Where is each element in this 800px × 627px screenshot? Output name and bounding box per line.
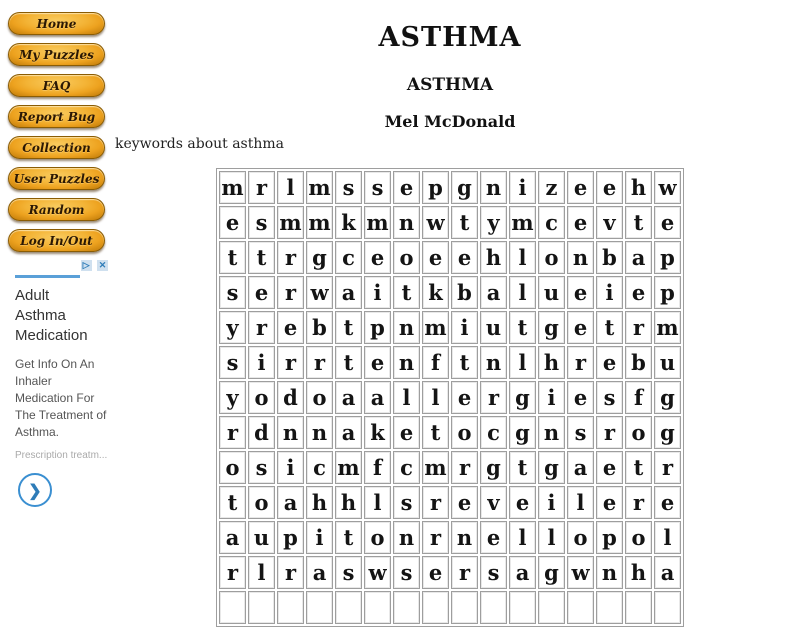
- grid-cell[interactable]: y: [219, 311, 246, 344]
- grid-cell[interactable]: g: [654, 381, 681, 414]
- grid-cell[interactable]: [248, 591, 275, 624]
- nav-button-list: [8, 12, 108, 252]
- grid-cell[interactable]: [538, 591, 565, 624]
- grid-cell[interactable]: g: [306, 241, 333, 274]
- grid-cell[interactable]: [277, 591, 304, 624]
- grid-cell[interactable]: t: [219, 486, 246, 519]
- ad-close-icon[interactable]: ✕: [98, 260, 107, 270]
- grid-cell[interactable]: i: [538, 381, 565, 414]
- sidebar: [8, 12, 108, 507]
- grid-row: [219, 556, 681, 589]
- grid-cell[interactable]: n: [393, 346, 420, 379]
- grid-cell[interactable]: u: [480, 311, 507, 344]
- grid-cell[interactable]: a: [335, 381, 362, 414]
- grid-cell[interactable]: t: [335, 521, 362, 554]
- grid-cell[interactable]: a: [335, 276, 362, 309]
- ad-disclaimer: Prescription treatm...: [15, 450, 107, 461]
- grid-cell[interactable]: [654, 591, 681, 624]
- grid-cell[interactable]: l: [422, 381, 449, 414]
- grid-cell[interactable]: o: [451, 416, 478, 449]
- grid-cell[interactable]: s: [480, 556, 507, 589]
- grid-cell[interactable]: [393, 591, 420, 624]
- grid-cell[interactable]: [480, 591, 507, 624]
- grid-cell[interactable]: m: [509, 206, 536, 239]
- sidebar-button-my-puzzles[interactable]: My Puzzles: [8, 43, 105, 66]
- grid-cell[interactable]: n: [306, 416, 333, 449]
- grid-cell[interactable]: n: [480, 346, 507, 379]
- grid-cell[interactable]: t: [625, 206, 652, 239]
- grid-cell[interactable]: e: [567, 381, 594, 414]
- grid-cell[interactable]: a: [306, 556, 333, 589]
- grid-cell[interactable]: a: [480, 276, 507, 309]
- grid-cell[interactable]: b: [451, 276, 478, 309]
- grid-cell[interactable]: o: [625, 416, 652, 449]
- grid-row: [219, 276, 681, 309]
- grid-cell[interactable]: s: [393, 556, 420, 589]
- grid-cell[interactable]: g: [538, 556, 565, 589]
- grid-cell[interactable]: n: [393, 521, 420, 554]
- grid-row: [219, 486, 681, 519]
- grid-cell[interactable]: r: [219, 556, 246, 589]
- sidebar-button-report-bug[interactable]: Report Bug: [8, 105, 105, 128]
- grid-cell[interactable]: r: [567, 346, 594, 379]
- grid-cell[interactable]: l: [277, 171, 304, 204]
- grid-cell[interactable]: n: [393, 206, 420, 239]
- sidebar-button-home[interactable]: Home: [8, 12, 105, 35]
- grid-cell[interactable]: t: [335, 311, 362, 344]
- grid-cell[interactable]: a: [654, 556, 681, 589]
- grid-cell[interactable]: l: [509, 276, 536, 309]
- grid-cell[interactable]: i: [596, 276, 623, 309]
- grid-cell[interactable]: r: [625, 486, 652, 519]
- grid-cell[interactable]: e: [596, 486, 623, 519]
- grid-cell[interactable]: h: [335, 486, 362, 519]
- grid-cell[interactable]: f: [364, 451, 391, 484]
- sidebar-button-log-in-out[interactable]: Log In/Out: [8, 229, 105, 252]
- grid-cell[interactable]: k: [422, 276, 449, 309]
- grid-cell[interactable]: m: [422, 311, 449, 344]
- grid-cell[interactable]: o: [364, 521, 391, 554]
- grid-cell[interactable]: n: [596, 556, 623, 589]
- grid-cell[interactable]: t: [625, 451, 652, 484]
- grid-cell[interactable]: b: [306, 311, 333, 344]
- grid-cell[interactable]: n: [277, 416, 304, 449]
- grid-cell[interactable]: m: [306, 206, 333, 239]
- grid-cell[interactable]: h: [480, 241, 507, 274]
- grid-cell[interactable]: m: [335, 451, 362, 484]
- grid-cell[interactable]: r: [306, 346, 333, 379]
- grid-cell[interactable]: i: [509, 171, 536, 204]
- grid-cell[interactable]: i: [538, 486, 565, 519]
- grid-cell[interactable]: o: [248, 381, 275, 414]
- grid-cell[interactable]: n: [480, 171, 507, 204]
- grid-cell[interactable]: v: [596, 206, 623, 239]
- grid-cell[interactable]: e: [567, 276, 594, 309]
- grid-cell[interactable]: g: [480, 451, 507, 484]
- grid-cell[interactable]: e: [509, 486, 536, 519]
- grid-cell[interactable]: r: [422, 521, 449, 554]
- grid-cell[interactable]: r: [277, 556, 304, 589]
- grid-cell[interactable]: s: [567, 416, 594, 449]
- grid-cell[interactable]: e: [451, 381, 478, 414]
- grid-cell[interactable]: e: [596, 451, 623, 484]
- sidebar-button-user-puzzles[interactable]: User Puzzles: [8, 167, 105, 190]
- grid-cell[interactable]: r: [277, 346, 304, 379]
- grid-cell[interactable]: t: [219, 241, 246, 274]
- grid-cell[interactable]: r: [248, 171, 275, 204]
- grid-cell[interactable]: e: [393, 416, 420, 449]
- grid-cell[interactable]: y: [219, 381, 246, 414]
- grid-cell[interactable]: r: [219, 416, 246, 449]
- grid-cell[interactable]: t: [248, 241, 275, 274]
- grid-cell[interactable]: f: [625, 381, 652, 414]
- grid-cell[interactable]: t: [393, 276, 420, 309]
- grid-row: [219, 346, 681, 379]
- grid-cell[interactable]: l: [248, 556, 275, 589]
- grid-cell[interactable]: s: [219, 276, 246, 309]
- grid-cell[interactable]: r: [451, 451, 478, 484]
- ad-title[interactable]: Adult Asthma Medication: [15, 287, 88, 344]
- ad-divider: [15, 275, 80, 278]
- grid-cell[interactable]: [509, 591, 536, 624]
- grid-cell[interactable]: e: [596, 346, 623, 379]
- grid-cell[interactable]: l: [509, 346, 536, 379]
- grid-cell[interactable]: f: [422, 346, 449, 379]
- grid-cell[interactable]: k: [364, 416, 391, 449]
- grid-row: [219, 521, 681, 554]
- grid-cell[interactable]: w: [567, 556, 594, 589]
- grid-cell[interactable]: r: [625, 311, 652, 344]
- grid-cell[interactable]: e: [596, 171, 623, 204]
- grid-cell[interactable]: u: [248, 521, 275, 554]
- grid-cell[interactable]: c: [538, 206, 565, 239]
- chevron-right-icon: ❯: [28, 483, 42, 500]
- grid-cell[interactable]: e: [277, 311, 304, 344]
- grid-cell[interactable]: m: [654, 311, 681, 344]
- grid-cell[interactable]: a: [219, 521, 246, 554]
- grid-cell[interactable]: m: [306, 171, 333, 204]
- grid-cell[interactable]: r: [596, 416, 623, 449]
- grid-cell[interactable]: h: [538, 346, 565, 379]
- grid-cell[interactable]: i: [248, 346, 275, 379]
- grid-cell[interactable]: g: [509, 381, 536, 414]
- grid-cell[interactable]: [596, 591, 623, 624]
- grid-cell[interactable]: h: [306, 486, 333, 519]
- grid-cell[interactable]: s: [248, 451, 275, 484]
- grid-row: [219, 311, 681, 344]
- grid-row: [219, 241, 681, 274]
- grid-cell[interactable]: a: [364, 381, 391, 414]
- grid-cell[interactable]: a: [625, 241, 652, 274]
- adchoices-icon[interactable]: ▷: [81, 260, 92, 271]
- grid-cell[interactable]: i: [277, 451, 304, 484]
- grid-cell[interactable]: l: [364, 486, 391, 519]
- grid-cell[interactable]: [567, 591, 594, 624]
- grid-cell[interactable]: p: [654, 276, 681, 309]
- grid-cell[interactable]: s: [393, 486, 420, 519]
- grid-cell[interactable]: g: [451, 171, 478, 204]
- grid-cell[interactable]: u: [654, 346, 681, 379]
- grid-cell[interactable]: l: [509, 521, 536, 554]
- grid-cell[interactable]: c: [393, 451, 420, 484]
- grid-cell[interactable]: m: [364, 206, 391, 239]
- sidebar-button-faq[interactable]: FAQ: [8, 74, 105, 97]
- grid-cell[interactable]: g: [538, 451, 565, 484]
- grid-cell[interactable]: l: [393, 381, 420, 414]
- grid-cell[interactable]: y: [480, 206, 507, 239]
- grid-cell[interactable]: a: [567, 451, 594, 484]
- sidebar-button-random[interactable]: Random: [8, 198, 105, 221]
- grid-cell[interactable]: r: [654, 451, 681, 484]
- puzzle-title: ASTHMA: [406, 75, 494, 95]
- grid-cell[interactable]: i: [364, 276, 391, 309]
- grid-cell[interactable]: l: [538, 521, 565, 554]
- ad-body: Get Info On An Inhaler Medication For The Treatment of Asthma.: [15, 357, 107, 439]
- grid-cell[interactable]: w: [306, 276, 333, 309]
- grid-cell[interactable]: [451, 591, 478, 624]
- grid-cell[interactable]: e: [451, 241, 478, 274]
- grid-cell[interactable]: o: [393, 241, 420, 274]
- grid-cell[interactable]: h: [625, 171, 652, 204]
- grid-cell[interactable]: i: [306, 521, 333, 554]
- grid-cell[interactable]: e: [567, 171, 594, 204]
- grid-cell[interactable]: e: [248, 276, 275, 309]
- puzzle-description: keywords about asthma: [115, 136, 285, 152]
- grid-cell[interactable]: [219, 591, 246, 624]
- word-search-grid: [216, 168, 684, 627]
- grid-cell[interactable]: r: [422, 486, 449, 519]
- grid-cell[interactable]: c: [335, 241, 362, 274]
- grid-cell[interactable]: c: [306, 451, 333, 484]
- grid-cell[interactable]: g: [538, 311, 565, 344]
- grid-cell[interactable]: b: [625, 346, 652, 379]
- grid-cell[interactable]: e: [480, 521, 507, 554]
- grid-cell[interactable]: e: [364, 241, 391, 274]
- ad-panel: [8, 260, 108, 507]
- grid-cell[interactable]: r: [277, 276, 304, 309]
- ad-icon-row: [8, 260, 108, 271]
- grid-cell[interactable]: e: [364, 346, 391, 379]
- grid-cell[interactable]: r: [480, 381, 507, 414]
- grid-cell[interactable]: o: [248, 486, 275, 519]
- grid-cell[interactable]: g: [509, 416, 536, 449]
- grid-cell[interactable]: t: [335, 346, 362, 379]
- grid-cell[interactable]: p: [277, 521, 304, 554]
- grid-cell[interactable]: t: [451, 206, 478, 239]
- grid-cell[interactable]: s: [219, 346, 246, 379]
- grid-cell[interactable]: p: [364, 311, 391, 344]
- grid-cell[interactable]: d: [277, 381, 304, 414]
- grid-cell[interactable]: i: [451, 311, 478, 344]
- grid-cell[interactable]: e: [654, 206, 681, 239]
- grid-cell[interactable]: s: [596, 381, 623, 414]
- grid-cell[interactable]: [364, 591, 391, 624]
- grid-cell[interactable]: r: [451, 556, 478, 589]
- grid-cell[interactable]: o: [306, 381, 333, 414]
- grid-cell[interactable]: z: [538, 171, 565, 204]
- grid-cell[interactable]: o: [538, 241, 565, 274]
- grid-cell[interactable]: p: [422, 171, 449, 204]
- grid-row: [219, 451, 681, 484]
- grid-cell[interactable]: w: [422, 206, 449, 239]
- grid-row: [219, 416, 681, 449]
- grid-cell[interactable]: s: [364, 171, 391, 204]
- grid-cell[interactable]: e: [625, 276, 652, 309]
- grid-cell[interactable]: e: [567, 206, 594, 239]
- grid-cell[interactable]: p: [596, 521, 623, 554]
- grid-cell[interactable]: m: [219, 171, 246, 204]
- puzzle-author: Mel McDonald: [384, 112, 516, 131]
- grid-cell[interactable]: t: [451, 346, 478, 379]
- grid-cell[interactable]: d: [248, 416, 275, 449]
- grid-cell[interactable]: [422, 591, 449, 624]
- grid-cell[interactable]: k: [335, 206, 362, 239]
- grid-cell[interactable]: [306, 591, 333, 624]
- grid-cell[interactable]: c: [480, 416, 507, 449]
- grid-cell[interactable]: m: [422, 451, 449, 484]
- grid-cell[interactable]: t: [422, 416, 449, 449]
- grid-cell[interactable]: b: [596, 241, 623, 274]
- grid-cell[interactable]: t: [509, 311, 536, 344]
- main-content: [110, 0, 790, 627]
- grid-cell[interactable]: m: [277, 206, 304, 239]
- grid-cell[interactable]: l: [509, 241, 536, 274]
- grid-cell[interactable]: n: [393, 311, 420, 344]
- grid-cell[interactable]: e: [422, 556, 449, 589]
- grid-cell[interactable]: e: [393, 171, 420, 204]
- grid-cell[interactable]: r: [248, 311, 275, 344]
- grid-cell[interactable]: e: [451, 486, 478, 519]
- grid-cell[interactable]: r: [277, 241, 304, 274]
- grid-cell[interactable]: h: [625, 556, 652, 589]
- grid-cell[interactable]: l: [654, 521, 681, 554]
- grid-cell[interactable]: t: [509, 451, 536, 484]
- grid-cell[interactable]: l: [567, 486, 594, 519]
- grid-cell[interactable]: s: [335, 171, 362, 204]
- grid-row: [219, 206, 681, 239]
- grid-cell[interactable]: w: [364, 556, 391, 589]
- grid-cell[interactable]: e: [654, 486, 681, 519]
- grid-cell[interactable]: s: [335, 556, 362, 589]
- grid-cell[interactable]: e: [422, 241, 449, 274]
- grid-cell[interactable]: a: [509, 556, 536, 589]
- grid-cell[interactable]: w: [654, 171, 681, 204]
- grid-cell[interactable]: o: [219, 451, 246, 484]
- grid-row: [219, 591, 681, 624]
- grid-cell[interactable]: p: [654, 241, 681, 274]
- grid-cell[interactable]: n: [451, 521, 478, 554]
- grid-cell[interactable]: s: [248, 206, 275, 239]
- grid-cell[interactable]: a: [335, 416, 362, 449]
- page-title: ASTHMA: [378, 22, 522, 53]
- grid-row: [219, 381, 681, 414]
- grid-cell[interactable]: n: [567, 241, 594, 274]
- grid-cell[interactable]: n: [538, 416, 565, 449]
- grid-cell[interactable]: e: [219, 206, 246, 239]
- grid-cell[interactable]: v: [480, 486, 507, 519]
- grid-cell[interactable]: a: [277, 486, 304, 519]
- grid-row: [219, 171, 681, 204]
- grid-cell[interactable]: [625, 591, 652, 624]
- grid-cell[interactable]: u: [538, 276, 565, 309]
- grid-cell[interactable]: [335, 591, 362, 624]
- grid-cell[interactable]: e: [567, 311, 594, 344]
- grid-cell[interactable]: g: [654, 416, 681, 449]
- grid-cell[interactable]: o: [567, 521, 594, 554]
- ad-cta-button[interactable]: [18, 473, 52, 507]
- sidebar-button-collection[interactable]: Collection: [8, 136, 105, 159]
- grid-cell[interactable]: o: [625, 521, 652, 554]
- grid-cell[interactable]: t: [596, 311, 623, 344]
